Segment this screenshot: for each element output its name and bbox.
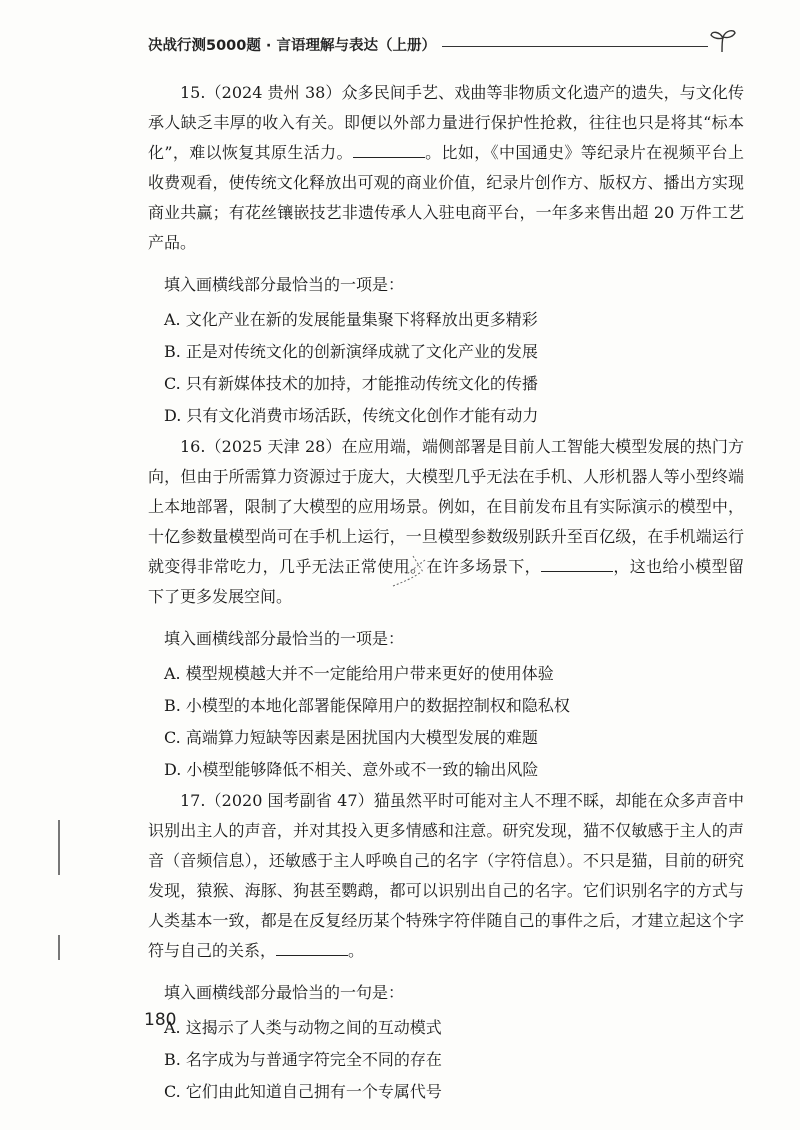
question-16-option-c: C. 高端算力短缺等因素是困扰国内大模型发展的难题 bbox=[164, 728, 538, 747]
scan-edge-mark bbox=[58, 820, 60, 875]
question-17-option-b: B. 名字成为与普通字符完全不同的存在 bbox=[164, 1050, 442, 1069]
question-16-option-a: A. 模型规模越大并不一定能给用户带来更好的使用体验 bbox=[164, 664, 554, 683]
answer-blank bbox=[541, 553, 613, 572]
pen-scribble-mark bbox=[385, 552, 445, 592]
question-15-option-c: C. 只有新媒体技术的加持，才能推动传统文化的传播 bbox=[164, 374, 538, 393]
page-number: 180 bbox=[144, 1010, 177, 1030]
answer-blank bbox=[353, 139, 425, 158]
question-15-option-a: A. 文化产业在新的发展能量集聚下将释放出更多精彩 bbox=[164, 310, 538, 329]
question-15-prompt: 填入画横线部分最恰当的一项是： bbox=[164, 275, 405, 294]
running-header bbox=[148, 30, 738, 58]
question-17-option-c: C. 它们由此知道自己拥有一个专属代号 bbox=[164, 1082, 442, 1101]
question-15-option-d: D. 只有文化消费市场活跃，传统文化创作才能有动力 bbox=[164, 406, 539, 425]
question-16-option-d: D. 小模型能够降低不相关、意外或不一致的输出风险 bbox=[164, 760, 539, 779]
sprout-icon bbox=[708, 27, 738, 53]
header-rule bbox=[442, 46, 708, 47]
page-content bbox=[148, 78, 744, 1108]
question-17-option-a: A. 这揭示了人类与动物之间的互动模式 bbox=[164, 1018, 442, 1037]
question-17-stem: 17.（2020 国考副省 47）猫虽然平时可能对主人不理不睬，却能在众多声音中识别出主人的声音，并对其投入更多情感和注意。研究发现，猫不仅敏感于主人的声音（音频信息），还敏感于主人呼唤自己的名字（字符信息）。不只是猫，目前的研究发现，猿猴、海豚、狗甚至鹦鹉，都可以识别出自己的名字。它们识别名字的方式与人类基本一致，都是在反复经历某个特殊字符伴随自己的事件之后，才建立起这个字符与自己的关系， 。 bbox=[148, 791, 744, 960]
answer-blank bbox=[276, 937, 348, 956]
question-15-option-b: B. 正是对传统文化的创新演绎成就了文化产业的发展 bbox=[164, 342, 538, 361]
question-16-stem: 16.（2025 天津 28）在应用端，端侧部署是目前人工智能大模型发展的热门方向，但由于所需算力资源过于庞大，大模型几乎无法在手机、人形机器人等小型终端上本地部署，限制了大模型的应用场景。例如，在目前发布且有实际演示的模型中，十亿参数量模型尚可在手机上运行，一旦模型参数级别跃升至百亿级，在手机端运行就变得非常吃力，几乎无法正常使用。在许多场景下， ，这也给小模型留下了更多发展空间。 bbox=[148, 437, 744, 606]
question-15-stem: 15.（2024 贵州 38）众多民间手艺、戏曲等非物质文化遗产的遗失，与文化传承人缺乏丰厚的收入有关。即便以外部力量进行保护性抢救，往往也只是将其“标本化”，难以恢复其原生活力。 。比如，《中国通史》等纪录片在视频平台上收费观看，使传统文化释放出可观的商业价值，纪录片创作方、版权方、播出方实现商业共赢；有花丝镶嵌技艺非遗传承人入驻电商平台，一年多来售出超 20 万件工艺产品。 bbox=[148, 83, 744, 252]
question-16-prompt: 填入画横线部分最恰当的一项是： bbox=[164, 629, 405, 648]
header-title: 决战行测5000题 · 言语理解与表达（上册） bbox=[148, 37, 436, 54]
question-16-option-b: B. 小模型的本地化部署能保障用户的数据控制权和隐私权 bbox=[164, 696, 570, 715]
scan-edge-mark bbox=[58, 935, 60, 960]
question-17-prompt: 填入画横线部分最恰当的一句是： bbox=[164, 983, 405, 1002]
